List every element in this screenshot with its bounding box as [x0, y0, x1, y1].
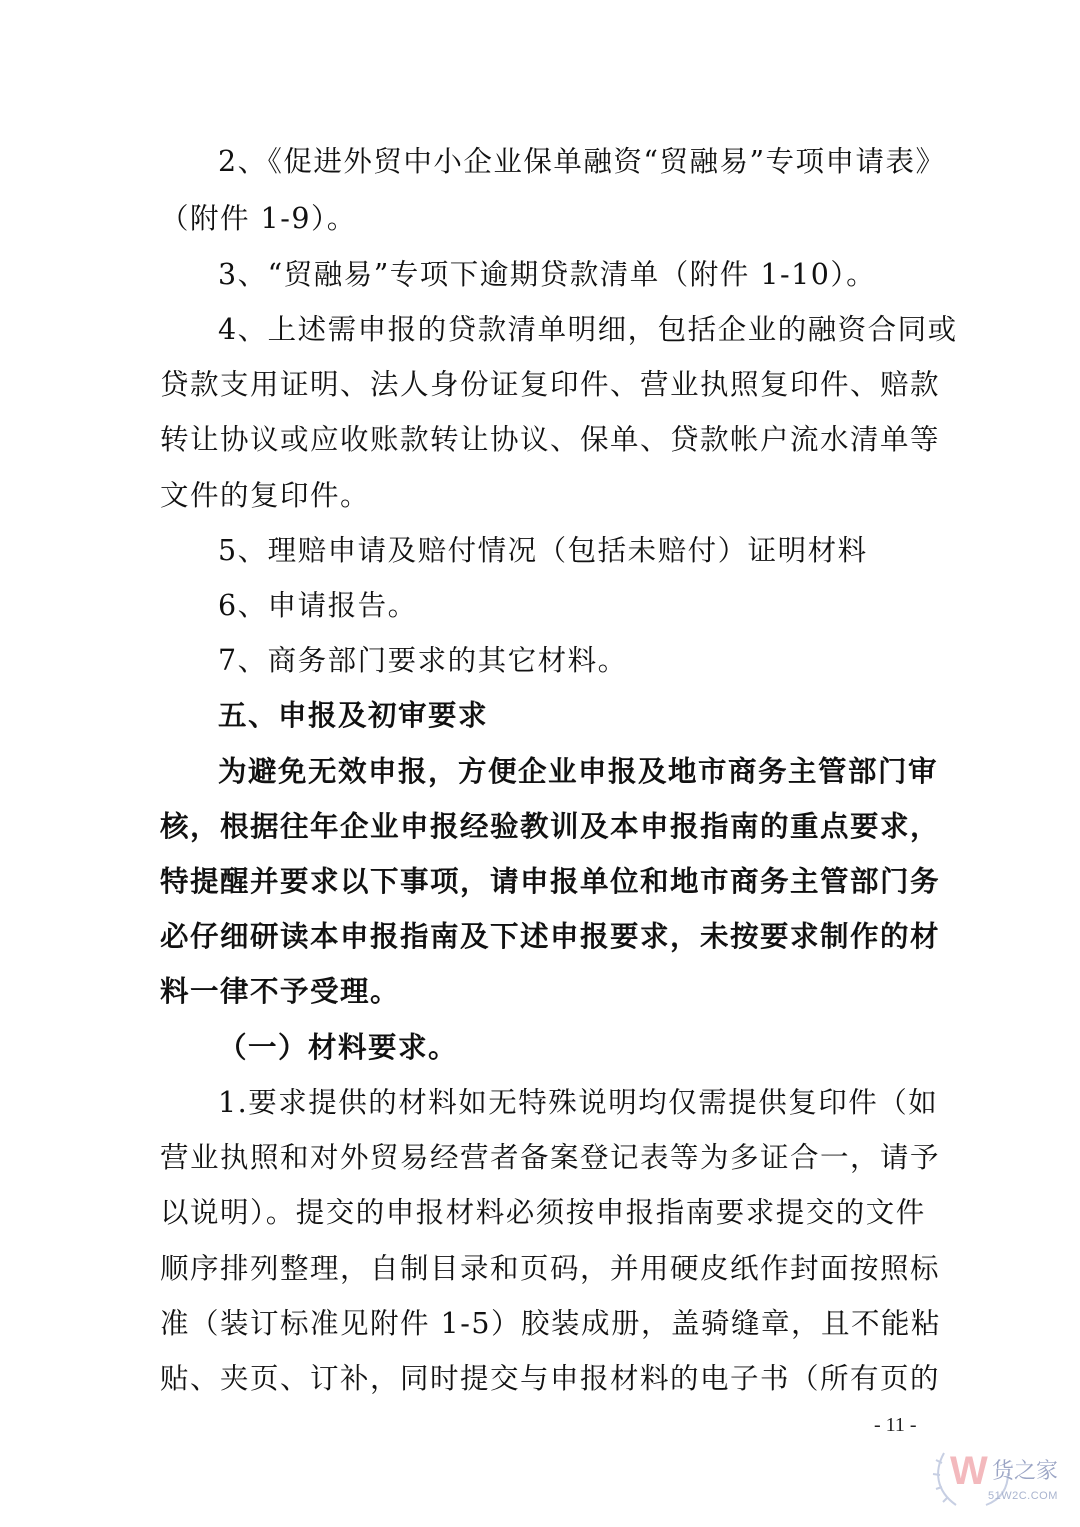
text-line-item-3: 3、“贸融易”专项下逾期贷款清单（附件 1-10）。	[218, 258, 877, 291]
watermark-logo	[930, 1443, 1070, 1513]
text-line-item-4-cont-3: 文件的复印件。	[160, 479, 371, 512]
text-line-req-1-cont-3: 顺序排列整理，自制目录和页码，并用硬皮纸作封面按照标	[160, 1252, 941, 1285]
text-line-item-2: 2、《促进外贸中小企业保单融资“贸融易”专项申请表》	[218, 145, 946, 178]
text-line-item-2-cont: （附件 1-9）。	[160, 202, 357, 235]
watermark-brand: 货之家	[992, 1459, 1059, 1484]
text-line-req-1-cont-5: 贴、夹页、订补，同时提交与申报材料的电子书（所有页的	[160, 1362, 941, 1395]
bold-notice-line-2: 核，根据往年企业申报经验教训及本申报指南的重点要求，	[160, 810, 941, 843]
text-line-req-1-cont-1: 营业执照和对外贸易经营者备案登记表等为多证合一，请予	[160, 1141, 941, 1174]
text-line-req-1-cont-2: 以说明）。提交的申报材料必须按申报指南要求提交的文件	[160, 1196, 926, 1229]
text-line-item-5: 5、理赔申请及赔付情况（包括未赔付）证明材料	[218, 534, 868, 567]
text-line-item-7: 7、商务部门要求的其它材料。	[218, 644, 628, 677]
text-line-item-6: 6、申请报告。	[218, 589, 418, 622]
bold-notice-line-3: 特提醒并要求以下事项，请申报单位和地市商务主管部门务	[160, 865, 941, 898]
subsection-heading-1: （一）材料要求。	[218, 1031, 459, 1064]
text-line-item-4: 4、上述需申报的贷款清单明细，包括企业的融资合同或	[218, 313, 958, 346]
page-number: - 11 -	[874, 1414, 917, 1436]
bold-notice-line-1: 为避免无效申报，方便企业申报及地市商务主管部门审	[218, 755, 939, 788]
text-line-req-1-cont-4: 准（装订标准见附件 1-5）胶装成册，盖骑缝章，且不能粘	[160, 1307, 941, 1340]
text-line-item-4-cont-1: 贷款支用证明、法人身份证复印件、营业执照复印件、赔款	[160, 368, 941, 401]
watermark-letter: W	[950, 1449, 988, 1493]
bold-notice-line-5: 料一律不予受理。	[160, 975, 401, 1008]
watermark-url: 51W2C.COM	[988, 1490, 1058, 1502]
section-heading-5: 五、申报及初审要求	[218, 699, 489, 732]
text-line-item-4-cont-2: 转让协议或应收账款转让协议、保单、贷款帐户流水清单等	[160, 423, 941, 456]
text-line-req-1: 1.要求提供的材料如无特殊说明均仅需提供复印件（如	[218, 1086, 939, 1119]
bold-notice-line-4: 必仔细研读本申报指南及下述申报要求，未按要求制作的材	[160, 920, 941, 953]
